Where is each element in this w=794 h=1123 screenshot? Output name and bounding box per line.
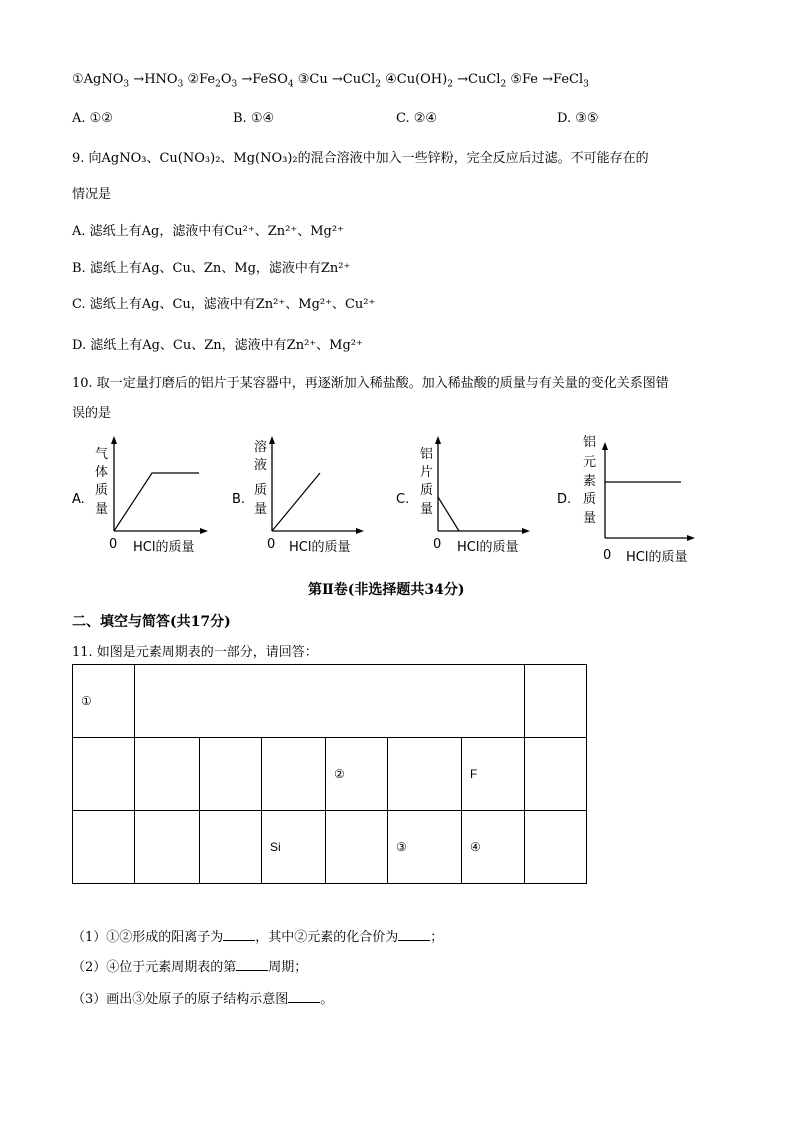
q10-graph-b[interactable] [232,434,382,568]
q11-sub3 [72,988,333,1007]
q11-sub2-blank[interactable] [236,958,268,971]
graph-d-ylabel-1: 元 [583,455,597,470]
q11-sub1-blank-2[interactable] [398,928,430,941]
graph-d-ylabel-0: 铝 [583,435,597,450]
graph-c-xlabel: HCl的质量 [457,540,519,555]
q11-sub2-text-a: （2）④位于元素周期表的第 [72,960,237,975]
q11-sub3-text-b: 。 [320,992,334,1007]
pt-cell-r3c2 [135,811,200,884]
graph-c-x-arrow [522,528,530,534]
pt-cell-r3c6: ③ [388,811,462,884]
q8-option-b[interactable]: B. ①④ [233,111,275,126]
graph-a-y-arrow [111,436,117,444]
pt-cell-r1c1: ① [73,665,135,738]
graph-d-y-arrow [602,442,608,450]
q8-option-a[interactable]: A. ①② [72,111,113,126]
graph-b-origin: 0 [267,537,276,552]
q9-option-c[interactable]: C. 滤纸上有Ag、Cu，滤液中有Zn²⁺、Mg²⁺、Cu²⁺ [72,297,376,312]
pt-cell-r3c3 [200,811,262,884]
graph-a-svg [72,434,222,564]
q9-stem-line1: 9. 向AgNO₃、Cu(NO₃)₂、Mg(NO₃)₂的混合溶液中加入一些锌粉，完全反应后过滤。不可能存在的 [72,151,649,166]
q9-option-d[interactable]: D. 滤纸上有Ag、Cu、Zn，滤液中有Zn²⁺、Mg²⁺ [72,338,363,353]
graph-a-curve [114,473,199,531]
graph-d-svg [557,432,717,572]
q8-option-d[interactable]: D. ③⑤ [557,111,599,126]
graph-b-curve [272,473,320,531]
graph-b-letter: B. [232,492,246,507]
q11-sub2-text-b: 周期； [268,960,308,975]
graph-c-ylabel-3: 量 [420,502,434,517]
graph-c-ylabel-2: 质 [420,483,434,498]
pt-cell-r3c8 [525,811,587,884]
q11-sub1 [72,926,443,945]
conv-4: $④Cu(OH)_2$ →CuCl$_2$ [385,72,507,90]
q10-graph-c[interactable] [396,434,546,568]
graph-a-xlabel: HCl的质量 [133,540,195,555]
q11-sub2 [72,956,307,975]
graph-a-x-arrow [200,528,208,534]
graph-c-ylabel-1: 片 [420,465,434,480]
graph-c-origin: 0 [433,537,442,552]
pt-cell-r2c7: F [462,738,525,811]
graph-a-origin: 0 [109,537,118,552]
q10-stem-line2: 误的是 [72,406,112,421]
graph-b-xlabel: HCl的质量 [289,540,351,555]
graph-d-x-arrow [687,535,695,541]
q10-stem-line1: 10. 取一定量打磨后的铝片于某容器中，再逐渐加入稀盐酸。加入稀盐酸的质量与有关量的变化关系图错 [72,376,669,391]
graph-b-ylabel-0: 溶 [254,440,268,455]
conv-1: ①AgNO$_3$ $\to HNO_3$ [72,72,184,90]
graph-b-ylabel-1: 液 [254,458,268,473]
graph-a-ylabel-3: 量 [95,502,109,517]
graph-d-letter: D. [557,492,572,507]
pt-cell-r2c1 [73,738,135,811]
graph-a-ylabel-2: 质 [95,483,109,498]
q10-graph-d[interactable] [557,432,717,576]
pt-cell-r3c7: ④ [462,811,525,884]
periodic-table [72,664,587,884]
q11-sub1-text-c: ； [430,930,444,945]
pt-cell-r2c5: ② [326,738,388,811]
q9-stem-line2: 情况是 [72,187,112,202]
graph-a-ylabel-1: 体 [95,465,109,480]
pt-cell-r2c2 [135,738,200,811]
graph-c-letter: C. [396,492,410,507]
pt-cell-r3c4: Si [262,811,326,884]
graph-b-x-arrow [356,528,364,534]
graph-d-ylabel-2: 素 [583,474,597,489]
pt-cell-r2c4 [262,738,326,811]
pt-cell-r2c8 [525,738,587,811]
graph-d-ylabel-4: 量 [583,511,597,526]
graph-c-y-arrow [435,436,441,444]
graph-b-svg [232,434,382,564]
volume-title: 第Ⅱ卷(非选择题共34分) [308,582,465,598]
graph-b-ylabel-3: 量 [254,502,268,517]
conv-2: $②Fe_2O_3$ →FeSO$_4$ [187,72,294,90]
graph-c-curve [438,497,459,531]
graph-d-xlabel: HCl的质量 [626,550,688,565]
q8-option-c[interactable]: C. ②④ [396,111,438,126]
graph-c-ylabel-0: 铝 [420,447,434,462]
graph-c-svg [396,434,546,564]
q11-sub1-text-b: ，其中②元素的化合价为 [255,930,399,945]
q10-graph-a[interactable] [72,434,222,568]
q11-sub3-text-a: （3）画出③处原子的原子结构示意图 [72,992,289,1007]
q11-sub1-blank-1[interactable] [223,928,255,941]
graph-a-ylabel-0: 气 [95,447,109,462]
pt-cell-r1-span [135,665,525,738]
q11-stem: 11. 如图是元素周期表的一部分，请回答： [72,645,318,660]
graph-b-ylabel-2: 质 [254,483,268,498]
conv-3: ③Cu →CuCl$_2$ [297,72,381,90]
graph-b-y-arrow [269,436,275,444]
conv-5: ⑤Fe →FeCl$_3$ [510,72,589,90]
q11-sub3-blank[interactable] [288,990,320,1003]
pt-cell-r2c6 [388,738,462,811]
graph-d-ylabel-3: 质 [583,492,597,507]
pt-cell-r3c1 [73,811,135,884]
q9-option-b[interactable]: B. 滤纸上有Ag、Cu、Zn、Mg，滤液中有Zn²⁺ [72,261,351,276]
section-title: 二、填空与简答(共17分) [72,614,231,630]
pt-cell-r2c3 [200,738,262,811]
pt-cell-r1c8 [525,665,587,738]
q8-conversions [72,72,589,90]
q9-option-a[interactable]: A. 滤纸上有Ag，滤液中有Cu²⁺、Zn²⁺、Mg²⁺ [72,224,344,239]
pt-cell-r3c5 [326,811,388,884]
graph-a-letter: A. [72,492,85,507]
q11-sub1-text-a: （1）①②形成的阳离子为 [72,930,224,945]
graph-d-origin: 0 [603,548,612,563]
